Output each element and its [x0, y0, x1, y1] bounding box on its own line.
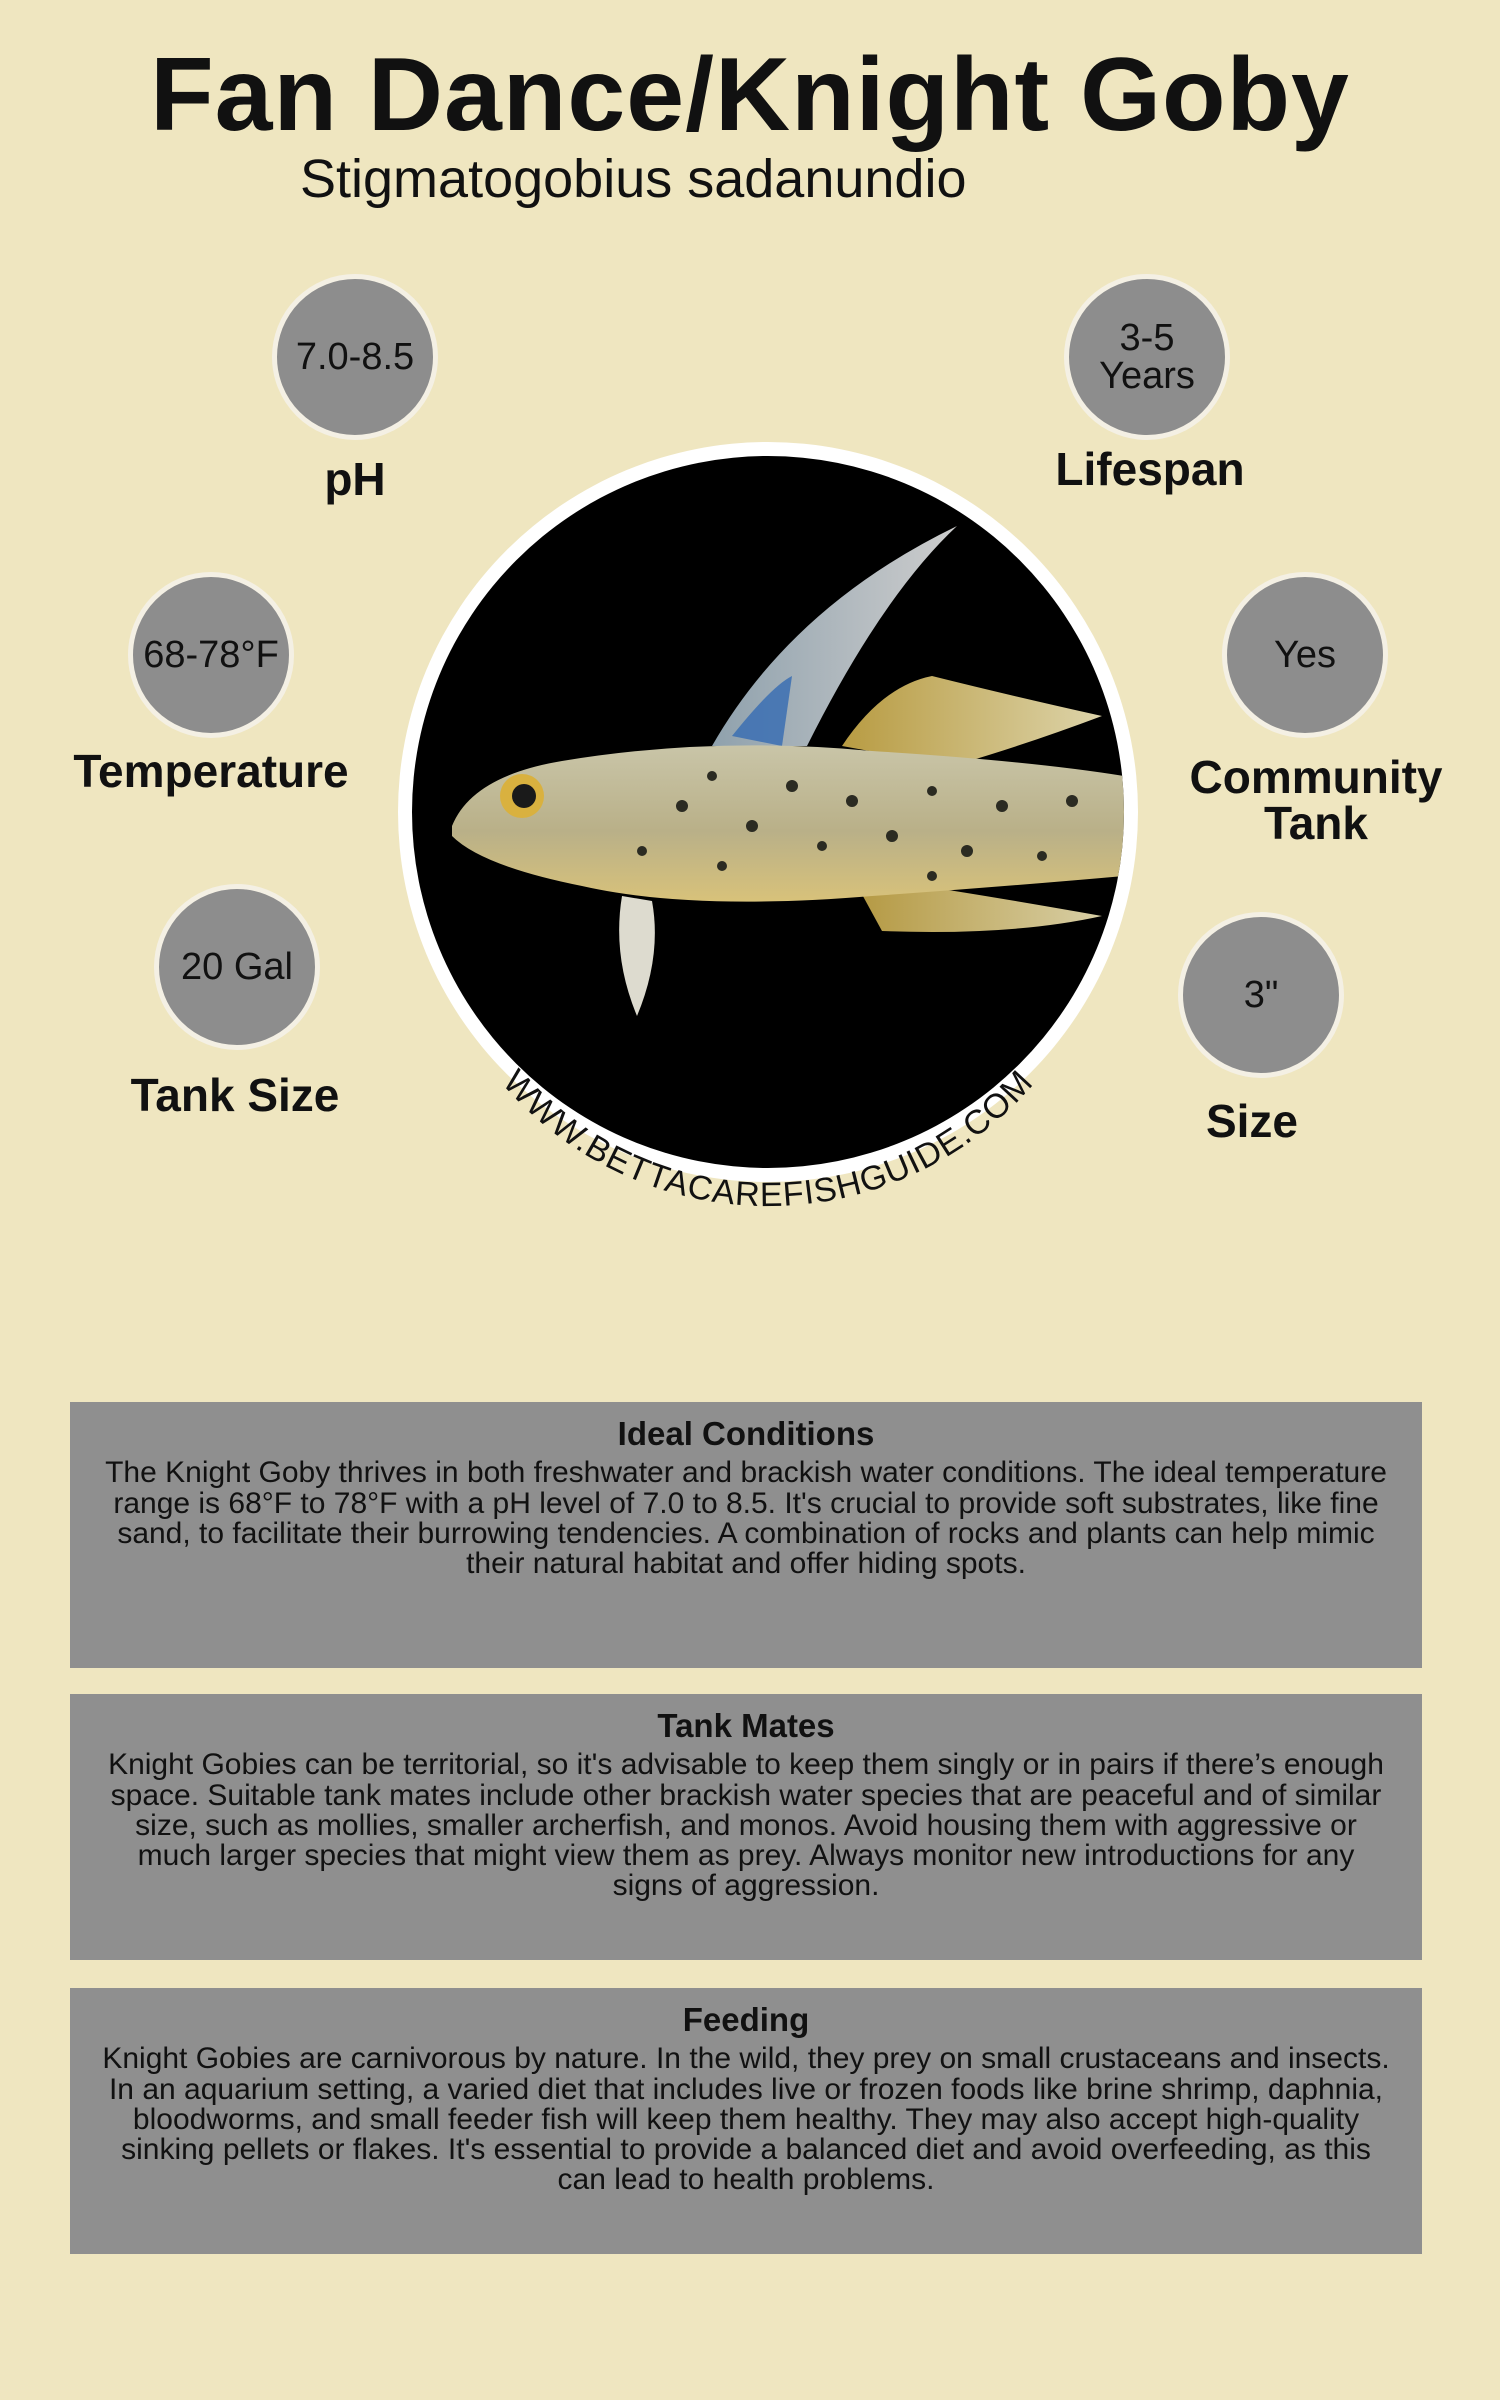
size-label: Size — [1205, 1095, 1299, 1147]
lifespan-value-line2: Years — [1099, 355, 1195, 397]
website-url-path: WWW.BETTACAREFISHGUIDE.COM — [495, 1062, 1041, 1215]
tank-mates-box — [70, 1694, 1422, 1960]
website-url-arc — [398, 442, 1138, 1262]
tank-mates-text: Knight Gobies can be territorial, so it's advisable to keep them singly or in pairs if there’s enough space. Suitable tank mates include other brackish water species that are peaceful and of similar size, such as mollies, smaller archerfish, and monos. Avoid housing them with aggressive or much larger species that might view them as prey. Always monitor new introductions for any signs of aggression. — [108, 1748, 1384, 1903]
ideal-conditions-text: The Knight Goby thrives in both freshwater and brackish water conditions. The ideal temperature range is 68°F to 78°F with a pH level of 7.0 to 8.5. It's crucial to provide soft substrates, like fine sand, to facilitate their burrowing tendencies. A combination of rocks and plants can help mimic their natural habitat and offer hiding spots. — [105, 1456, 1387, 1581]
temperature-value: 68-78°F — [143, 634, 279, 676]
lifespan-value — [1099, 319, 1195, 395]
website-url — [495, 1063, 1040, 1214]
feeding-box — [70, 1988, 1422, 2254]
size-value: 3" — [1243, 974, 1279, 1016]
lifespan-value-circle — [1064, 274, 1230, 440]
community-label — [1160, 751, 1472, 849]
page-title: Fan Dance/Knight Goby — [150, 37, 1350, 153]
tank-size-label: Tank Size — [130, 1069, 340, 1121]
tank-mates-heading: Tank Mates — [657, 1707, 835, 1744]
tank-size-value: 20 Gal — [181, 946, 293, 988]
ph-value: 7.0-8.5 — [295, 336, 415, 378]
temperature-value-circle — [128, 572, 294, 738]
ideal-conditions-box — [70, 1402, 1422, 1668]
lifespan-value-line1: 3-5 — [1119, 317, 1175, 359]
feeding-text: Knight Gobies are carnivorous by nature. In the wild, they prey on small crustaceans and insects. In an aquarium setting, a varied diet that includes live or frozen foods like brine shrimp, daphnia, bloodworms, and small feeder fish will keep them healthy. They may also accept high-quality sinking pellets or flakes. It's essential to provide a balanced diet and avoid overfeeding, as this can lead to health problems. — [102, 2042, 1390, 2197]
scientific-name: Stigmatogobius sadanundio — [300, 149, 967, 209]
ph-label: pH — [324, 453, 386, 505]
tank-size-value-circle — [154, 884, 320, 1050]
community-label-line2: Tank — [1264, 797, 1368, 849]
size-value-circle — [1178, 912, 1344, 1078]
community-value: Yes — [1274, 634, 1336, 676]
ph-value-circle — [272, 274, 438, 440]
temperature-label: Temperature — [73, 745, 349, 797]
feeding-heading: Feeding — [682, 2001, 810, 2038]
ideal-conditions-heading: Ideal Conditions — [617, 1415, 875, 1452]
community-label-line1: Community — [1189, 751, 1443, 803]
community-value-circle — [1222, 572, 1388, 738]
lifespan-label: Lifespan — [1055, 443, 1245, 495]
